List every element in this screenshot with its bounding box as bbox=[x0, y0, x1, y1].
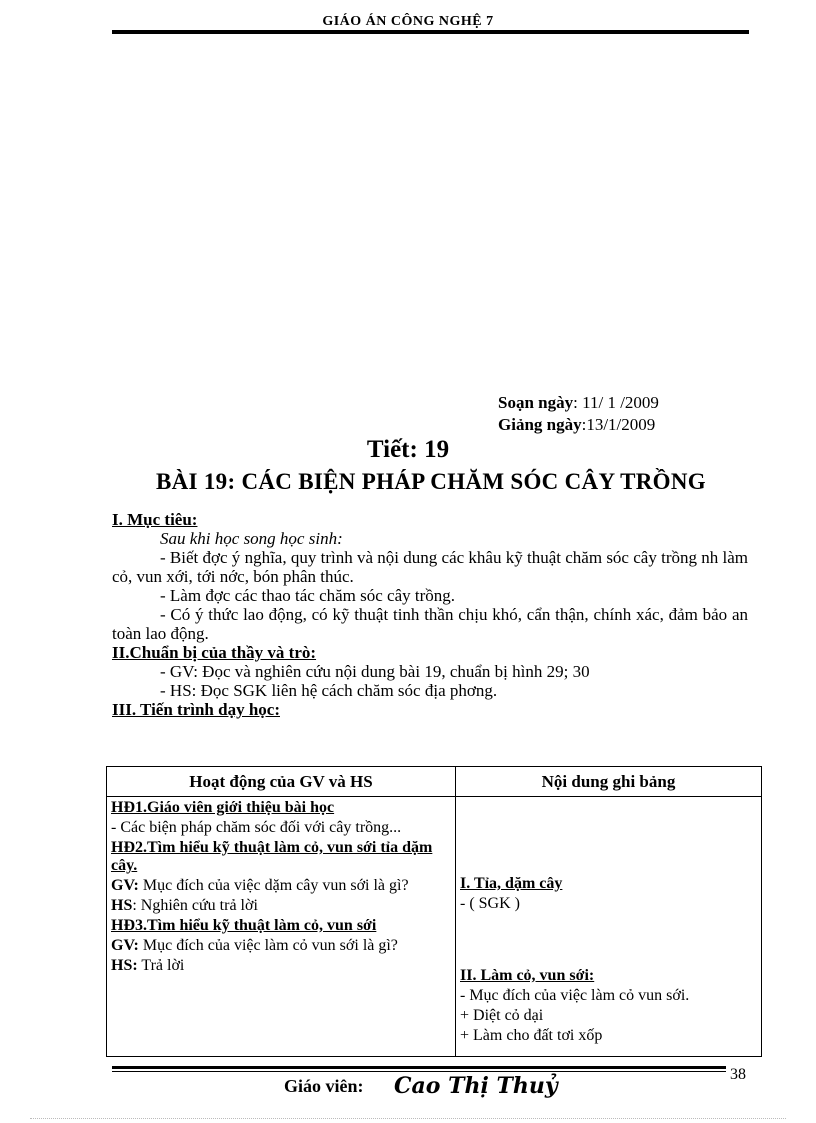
board-content-cell bbox=[456, 797, 762, 1057]
hs-answer-text: : Nghiên cứu trả lời bbox=[132, 897, 258, 914]
preparation-teacher: - GV: Đọc và nghiên cứu nội dung bài 19, chuẩn bị hình 29; 30 bbox=[160, 662, 590, 681]
activity-1-title: HĐ1.Giáo viên giới thiệu bài học bbox=[111, 799, 335, 816]
preparation-student: - HS: Đọc SGK liên hệ cách chăm sóc địa phơng. bbox=[160, 681, 498, 700]
hs-label: HS: bbox=[111, 957, 138, 974]
teach-date-label: Giảng ngày bbox=[498, 415, 582, 434]
page-number: 38 bbox=[730, 1066, 746, 1083]
header-rule bbox=[112, 30, 749, 34]
activity-2-teacher-question bbox=[111, 877, 451, 895]
board-section-1-title: I. Tỉa, dặm cây bbox=[460, 875, 563, 892]
gv-question-text: Mục đích của việc dặm cây vun sới là gì? bbox=[138, 877, 409, 894]
prep-date-value: : 11/ 1 /2009 bbox=[573, 393, 659, 412]
column-header-activities: Hoạt động của GV và HS bbox=[107, 767, 456, 797]
table-header-row bbox=[107, 767, 762, 797]
lesson-dates bbox=[498, 392, 659, 436]
bottom-dotted-divider bbox=[30, 1118, 786, 1119]
board-section-2-purpose: - Mục đích của việc làm cỏ vun sới. bbox=[460, 987, 690, 1004]
gv-label: GV: bbox=[111, 877, 139, 894]
teach-date-line bbox=[498, 414, 659, 436]
gv-question-text: Mục đích của việc làm cỏ vun sới là gì? bbox=[138, 937, 398, 954]
teach-date-value: :13/1/2009 bbox=[581, 415, 656, 434]
footer-rule-thick bbox=[112, 1066, 726, 1069]
teacher-label: Giáo viên: bbox=[284, 1076, 364, 1096]
activity-3-student-answer bbox=[111, 957, 451, 975]
objectives-intro: Sau khi học song học sinh: bbox=[160, 529, 343, 548]
section-process-title: III. Tiến trình dạy học: bbox=[112, 700, 280, 719]
board-section-2-point-1: + Diệt cỏ dại bbox=[460, 1007, 544, 1024]
board-section-2-point-2: + Làm cho đất tơi xốp bbox=[460, 1027, 603, 1044]
hs-label: HS bbox=[111, 897, 133, 914]
activity-2-student-answer bbox=[111, 897, 451, 915]
lesson-plan-table bbox=[106, 766, 762, 1057]
board-section-2-title: II. Làm cỏ, vun sới: bbox=[460, 967, 595, 984]
section-objectives-title: I. Mục tiêu: bbox=[112, 510, 198, 529]
prep-date-label: Soạn ngày bbox=[498, 393, 574, 412]
column-header-board-content: Nội dung ghi bảng bbox=[456, 767, 762, 797]
lesson-title: BÀI 19: CÁC BIỆN PHÁP CHĂM SÓC CÂY TRỒNG bbox=[156, 469, 706, 494]
period-number: Tiết: 19 bbox=[366, 436, 450, 463]
document-header-title: GIÁO ÁN CÔNG NGHỆ 7 bbox=[322, 14, 494, 29]
activity-3-teacher-question bbox=[111, 937, 451, 955]
objective-3: - Có ý thức lao động, có kỹ thuật tinh thần chịu khó, cẩn thận, chính xác, đảm bảo an toàn lao động. bbox=[112, 605, 748, 643]
section-preparation-title: II.Chuẩn bị của thầy và trò: bbox=[112, 643, 317, 662]
objective-2: - Làm đợc các thao tác chăm sóc cây trồng. bbox=[160, 586, 456, 605]
activity-1-text: - Các biện pháp chăm sóc đối với cây trồng... bbox=[111, 819, 402, 836]
activity-3-title: HĐ3.Tìm hiểu kỹ thuật làm cỏ, vun sới bbox=[111, 917, 377, 934]
board-section-1-text: - ( SGK ) bbox=[460, 895, 520, 912]
footer-rule-thin bbox=[112, 1071, 726, 1072]
gv-label: GV: bbox=[111, 937, 139, 954]
prep-date-line bbox=[498, 392, 659, 414]
teacher-signature: Cao Thị Thuỷ bbox=[394, 1073, 558, 1099]
activity-2-title: HĐ2.Tìm hiểu kỹ thuật làm cỏ, vun sới tỉa dặm cây. bbox=[111, 839, 433, 874]
activities-cell bbox=[107, 797, 456, 1057]
table-row bbox=[107, 797, 762, 1057]
lesson-body bbox=[112, 510, 748, 719]
hs-answer-text: Trả lời bbox=[137, 957, 185, 974]
objective-1: - Biết đợc ý nghĩa, quy trình và nội dung các khâu kỹ thuật chăm sóc cây trồng nh làm cỏ, vun xới, tới nớc, bón phân thúc. bbox=[112, 548, 748, 586]
